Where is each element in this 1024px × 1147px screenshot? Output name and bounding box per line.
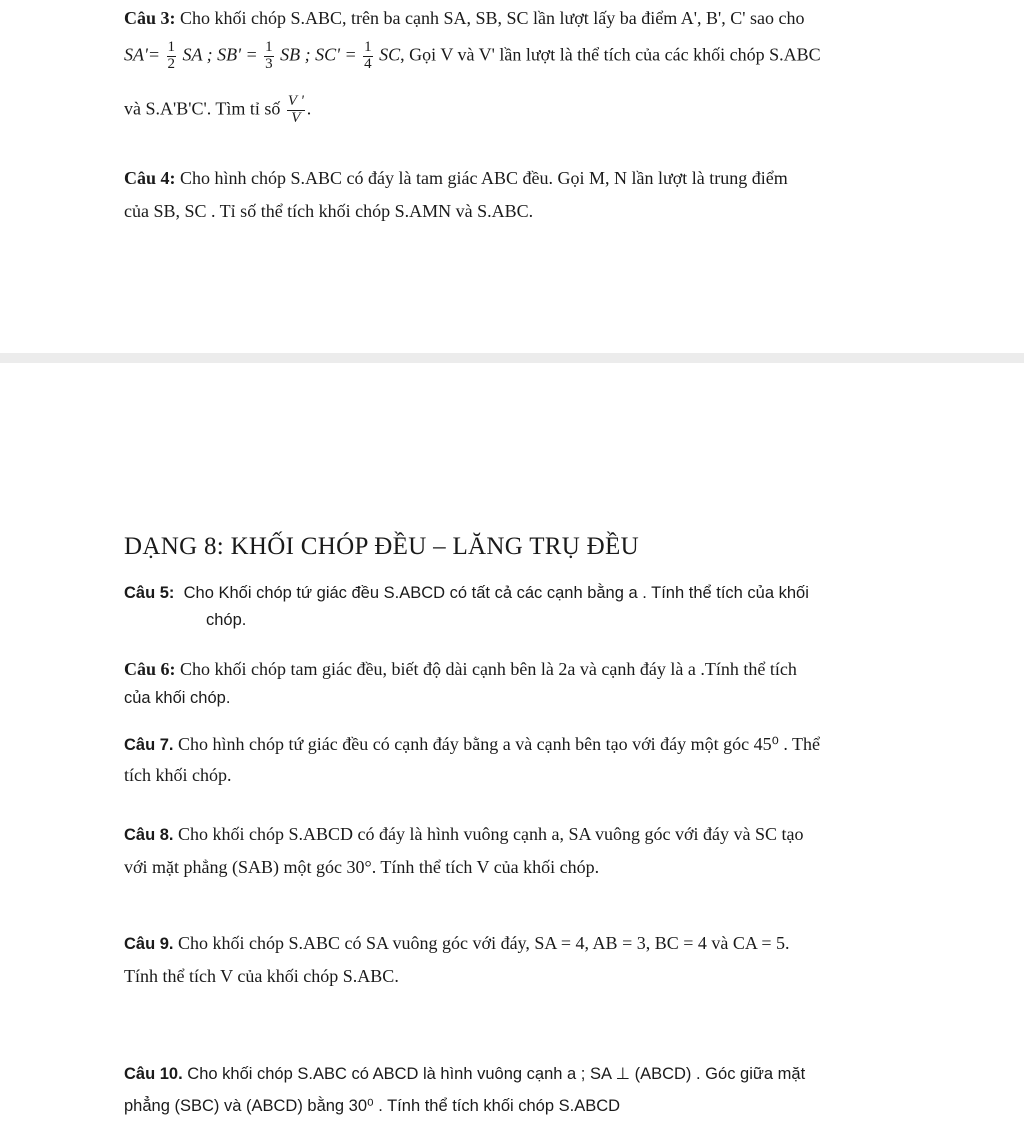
q8-label: Câu 8. [124, 826, 174, 844]
q8-text-line1: Cho khối chóp S.ABCD có đáy là hình vuông cạnh a, SA vuông góc với đáy và SC tạo [178, 824, 804, 844]
q3-sb-rest: SB ; SC' = [280, 44, 357, 65]
page-top [0, 0, 1024, 353]
q7-text-line1: Cho hình chóp tứ giác đều có cạnh đáy bằng a và cạnh bên tạo với đáy một góc 45⁰ . Thể [178, 734, 821, 754]
q9 [124, 927, 934, 992]
q3-text-line1: Cho khối chóp S.ABC, trên ba cạnh SA, SB, SC lần lượt lấy ba điểm A', B', C' sao cho [180, 8, 805, 28]
q3-fraction-third [264, 40, 274, 73]
q3-line3-text: và S.A'B'C'. Tìm tỉ số [124, 98, 281, 119]
q3-line3 [124, 94, 311, 127]
q3-frac1-num: 1 [167, 39, 175, 55]
q4-label: Câu 4: [124, 168, 176, 188]
q9-text-line2: Tính thể tích V của khối chóp S.ABC. [124, 966, 399, 986]
q6-label: Câu 6: [124, 659, 176, 679]
q9-text-line1: Cho khối chóp S.ABC có SA vuông góc với đáy, SA = 4, AB = 3, BC = 4 và CA = 5. [178, 933, 790, 953]
q3-line1 [124, 8, 805, 29]
q3-fraction-quarter [363, 40, 373, 73]
q8 [124, 818, 934, 883]
q3-ratio-den: V [287, 110, 305, 127]
q3-frac2-num: 1 [265, 39, 273, 55]
q3-frac1-den: 2 [167, 55, 175, 72]
q7 [124, 729, 934, 790]
q4-text-line2: của SB, SC . Tỉ số thể tích khối chóp S.AMN và S.ABC. [124, 201, 534, 221]
page-separator [0, 353, 1024, 363]
q3-line3-end: . [306, 98, 312, 119]
q3-fraction-half [167, 40, 177, 73]
q3-frac3-num: 1 [364, 39, 372, 55]
q10-text-line2: phẳng (SBC) và (ABCD) bằng 30⁰ . Tính thể tích khối chóp S.ABCD [124, 1097, 621, 1115]
q3-ratio-num: V ' [287, 93, 304, 109]
q6 [124, 655, 934, 712]
q10-label: Câu 10. [124, 1065, 183, 1083]
q9-label: Câu 9. [124, 935, 174, 953]
q3-frac3-den: 4 [364, 55, 372, 72]
q5-text-line1: Cho Khối chóp tứ giác đều S.ABCD có tất cả các cạnh bằng a . Tính thể tích của khối [183, 584, 809, 602]
q7-label: Câu 7. [124, 736, 174, 754]
q8-text-line2: với mặt phẳng (SAB) một góc 30°. Tính thể tích V của khối chóp. [124, 857, 600, 877]
q3-label: Câu 3: [124, 8, 176, 28]
q5-label: Câu 5: [124, 584, 175, 602]
q3-sc-rest: SC [379, 44, 401, 65]
q3-sa-eq: SA'= [124, 44, 160, 65]
q6-text-line1: Cho khối chóp tam giác đều, biết độ dài cạnh bên là 2a và cạnh đáy là a .Tính thể tích [180, 659, 797, 679]
page-bottom [0, 363, 1024, 1147]
q4-line2 [124, 201, 533, 222]
q3-ratio-fraction [287, 94, 305, 127]
q4-text-line1: Cho hình chóp S.ABC có đáy là tam giác ABC đều. Gọi M, N lần lượt là trung điểm [180, 168, 788, 188]
q3-sa-rest: SA ; SB' = [182, 44, 258, 65]
q3-line2 [124, 40, 821, 73]
q10-text-line1: Cho khối chóp S.ABC có ABCD là hình vuông cạnh a ; SA ⊥ (ABCD) . Góc giữa mặt [187, 1065, 806, 1083]
q3-frac2-den: 3 [265, 55, 273, 72]
q3-line2-tail: , Gọi V và V' lần lượt là thể tích của các khối chóp S.ABC [400, 44, 821, 65]
q5 [124, 583, 934, 632]
q10 [124, 1058, 934, 1122]
q7-text-line2: tích khối chóp. [124, 765, 232, 785]
q6-text-line2: của khối chóp. [124, 689, 231, 707]
q4-line1 [124, 168, 788, 189]
section-title: DẠNG 8: KHỐI CHÓP ĐỀU – LĂNG TRỤ ĐỀU [124, 533, 639, 560]
q5-text-line2: chóp. [206, 611, 247, 630]
